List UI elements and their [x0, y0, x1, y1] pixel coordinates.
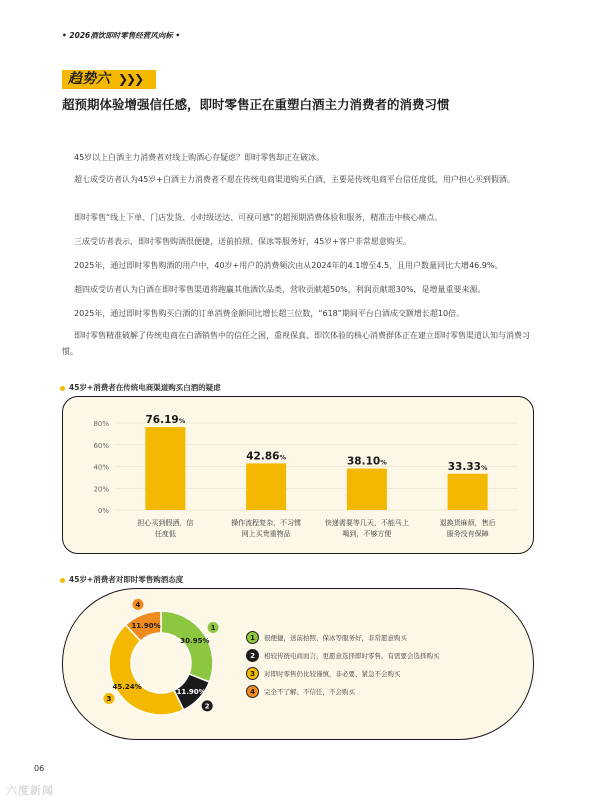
paragraph: 即时零售“线上下单、门店发货、小时级送达、可视可感”的超预期消费体验和服务，精准击中核心痛点。	[74, 213, 443, 222]
bar-chart-label: 45岁+消费者在传统电商渠道购买白酒的疑虑	[60, 382, 221, 393]
donut-slice	[106, 625, 184, 715]
paragraph: 超七成受访者认为45岁+白酒主力消费者不愿在传统电商渠道购买白酒，主要是传统电商平台信任度低，用户担心买到假酒。	[74, 175, 515, 184]
donut-chart-panel	[62, 588, 534, 740]
data-label: 42.86%	[246, 450, 286, 463]
slice-number-label: 3	[106, 694, 112, 703]
data-label: 76.19%	[145, 414, 186, 427]
donut-slice	[161, 611, 213, 682]
bar-chart	[63, 397, 533, 553]
bullet-dot-icon	[60, 578, 65, 583]
bar	[347, 469, 387, 510]
bar	[448, 474, 488, 510]
paragraph: 2025年，通过即时零售购买白酒的订单消费金额同比增长超三位数，“618”期间平台白酒成交额增长超10倍。	[74, 309, 465, 318]
legend-item	[246, 631, 407, 644]
y-tick-label: 40%	[93, 463, 109, 472]
legend-number-badge: 3	[246, 667, 259, 680]
donut-chart-label: 45岁+消费者对即时零售购酒态度	[60, 574, 183, 585]
slice-number-label: 1	[210, 624, 216, 633]
legend-item	[246, 649, 440, 662]
slice-value-label: 45.24%	[112, 683, 142, 692]
donut-chart	[63, 589, 243, 739]
x-category-label: 快递需要等几天，不能马上	[324, 519, 409, 527]
x-category-label: 退换货麻烦，售后	[439, 519, 496, 527]
legend-text: 相较传统电商而言，更愿意选择即时零售，有需要会选择购买	[264, 652, 440, 660]
report-header: • 2026酒饮即时零售经营风向标 •	[62, 31, 181, 40]
paragraph: 即时零售精准破解了传统电商在白酒销售中的信任之困，重视保真、即饮体验的核心消费群体正在建立即时零售渠道认知与消费习惯。	[62, 331, 530, 356]
slice-value-label: 11.90%	[176, 687, 206, 696]
legend-number-badge: 1	[246, 631, 259, 644]
data-label: 33.33%	[447, 460, 488, 473]
page-number: 06	[34, 764, 45, 773]
x-category-label: 担心买到假酒，信	[137, 519, 194, 527]
slice-number-label: 4	[135, 600, 141, 609]
slice-value-label: 11.90%	[131, 621, 161, 630]
watermark-logo: 六度新闻	[6, 784, 54, 797]
bullet-dot-icon	[60, 386, 65, 391]
y-tick-label: 80%	[93, 420, 109, 428]
slice-number-label: 2	[204, 702, 210, 711]
y-tick-label: 0%	[97, 507, 109, 515]
page-headline: 超预期体验增强信任感，即时零售正在重塑白酒主力消费者的消费习惯	[62, 97, 450, 112]
x-category-label: 网上买贵重物品	[241, 530, 291, 538]
trend-badge-label: 趋势六	[68, 71, 110, 87]
legend-text: 对即时零售仍比较谨慎，非必要、紧急不会购买	[264, 670, 401, 678]
legend-number-badge: 4	[246, 685, 259, 698]
data-label: 38.10%	[347, 455, 387, 468]
paragraph: 超四成受访者认为白酒在即时零售渠道将跑赢其他酒饮品类，营收贡献超50%，利润贡献超30%，是增量重要来源。	[74, 285, 486, 294]
legend-text: 很便捷，送前拍照、保冰等服务好，非常愿意购买	[264, 634, 407, 642]
x-category-label: 喝到，不够方便	[342, 530, 392, 538]
chevron-right-icon: ❯❯❯	[118, 72, 143, 86]
paragraph: 2025年，通过即时零售购酒的用户中，40岁+用户的消费频次由从2024年的4.1增至4.5，且用户数量同比大增46.9%。	[74, 261, 503, 270]
x-category-label: 任度低	[154, 530, 176, 538]
y-tick-label: 60%	[93, 441, 109, 450]
slice-value-label: 30.95%	[180, 636, 210, 645]
x-category-label: 操作流程复杂，不习惯	[231, 519, 302, 527]
legend-number-badge: 2	[246, 649, 259, 662]
paragraph: 三成受访者表示，即时零售购酒很便捷，送前拍照、保冰等服务好，45岁+客户非常愿意购买。	[74, 237, 411, 246]
legend-item	[246, 685, 355, 698]
paragraph: 45岁以上白酒主力消费者对线上购酒心存疑虑？即时零售却正在破冰。	[74, 153, 325, 162]
legend-item	[246, 667, 401, 680]
bar	[145, 427, 185, 510]
x-category-label: 服务没有保障	[446, 530, 489, 538]
y-tick-label: 20%	[93, 485, 109, 494]
bar-chart-panel	[62, 396, 534, 554]
legend-text: 完全不了解、不信任，不会购买	[264, 688, 355, 696]
bar	[246, 463, 286, 510]
